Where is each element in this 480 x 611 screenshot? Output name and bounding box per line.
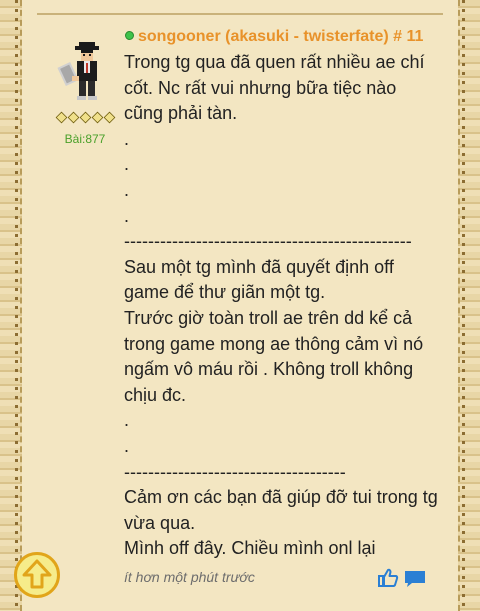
rank-star-icon	[79, 112, 91, 124]
rank-star-icon	[91, 112, 103, 124]
forum-post	[37, 20, 443, 611]
post-footer	[124, 569, 440, 591]
rank-star-icon	[67, 112, 79, 124]
rank-stars	[37, 112, 133, 126]
author-info	[37, 38, 133, 146]
post-timestamp: ít hơn một phút trước	[124, 569, 255, 585]
parchment-right-edge	[458, 0, 480, 611]
rank-star-icon	[103, 112, 115, 124]
author-name[interactable]: songooner (akasuki - twisterfate)	[138, 28, 389, 45]
rank-star-icon	[55, 112, 67, 124]
post-header	[125, 28, 445, 46]
parchment-left-edge	[0, 0, 22, 611]
post-divider	[37, 13, 443, 15]
online-status-icon	[125, 31, 134, 40]
post-number[interactable]: # 11	[393, 28, 424, 45]
post-count: Bài:877	[64, 132, 106, 146]
avatar[interactable]	[57, 38, 113, 104]
speech-bubble-icon[interactable]	[404, 569, 426, 589]
arrow-up-icon	[17, 555, 57, 595]
post-body: Trong tg qua đã quen rất nhiều ae chí cốt. Nc rất vui nhưng bữa tiệc nào cũng phải tàn. . . . . ------------------------------------------------ Sau một tg mình đã quyết định off game để thư giãn một tg. Trước giờ toàn troll ae trên dd kể cả trong game mong ae thông cảm vì nó ngấm vô máu rồi . Không troll không chịu đc. . . ------------------------------------- Cảm ơn các bạn đã giúp đỡ tui trong tg vừa qua. Mình off đây. Chiều mình onl lại	[124, 52, 438, 559]
scroll-to-top-button[interactable]	[14, 552, 60, 598]
thumbs-up-icon[interactable]	[377, 567, 399, 589]
